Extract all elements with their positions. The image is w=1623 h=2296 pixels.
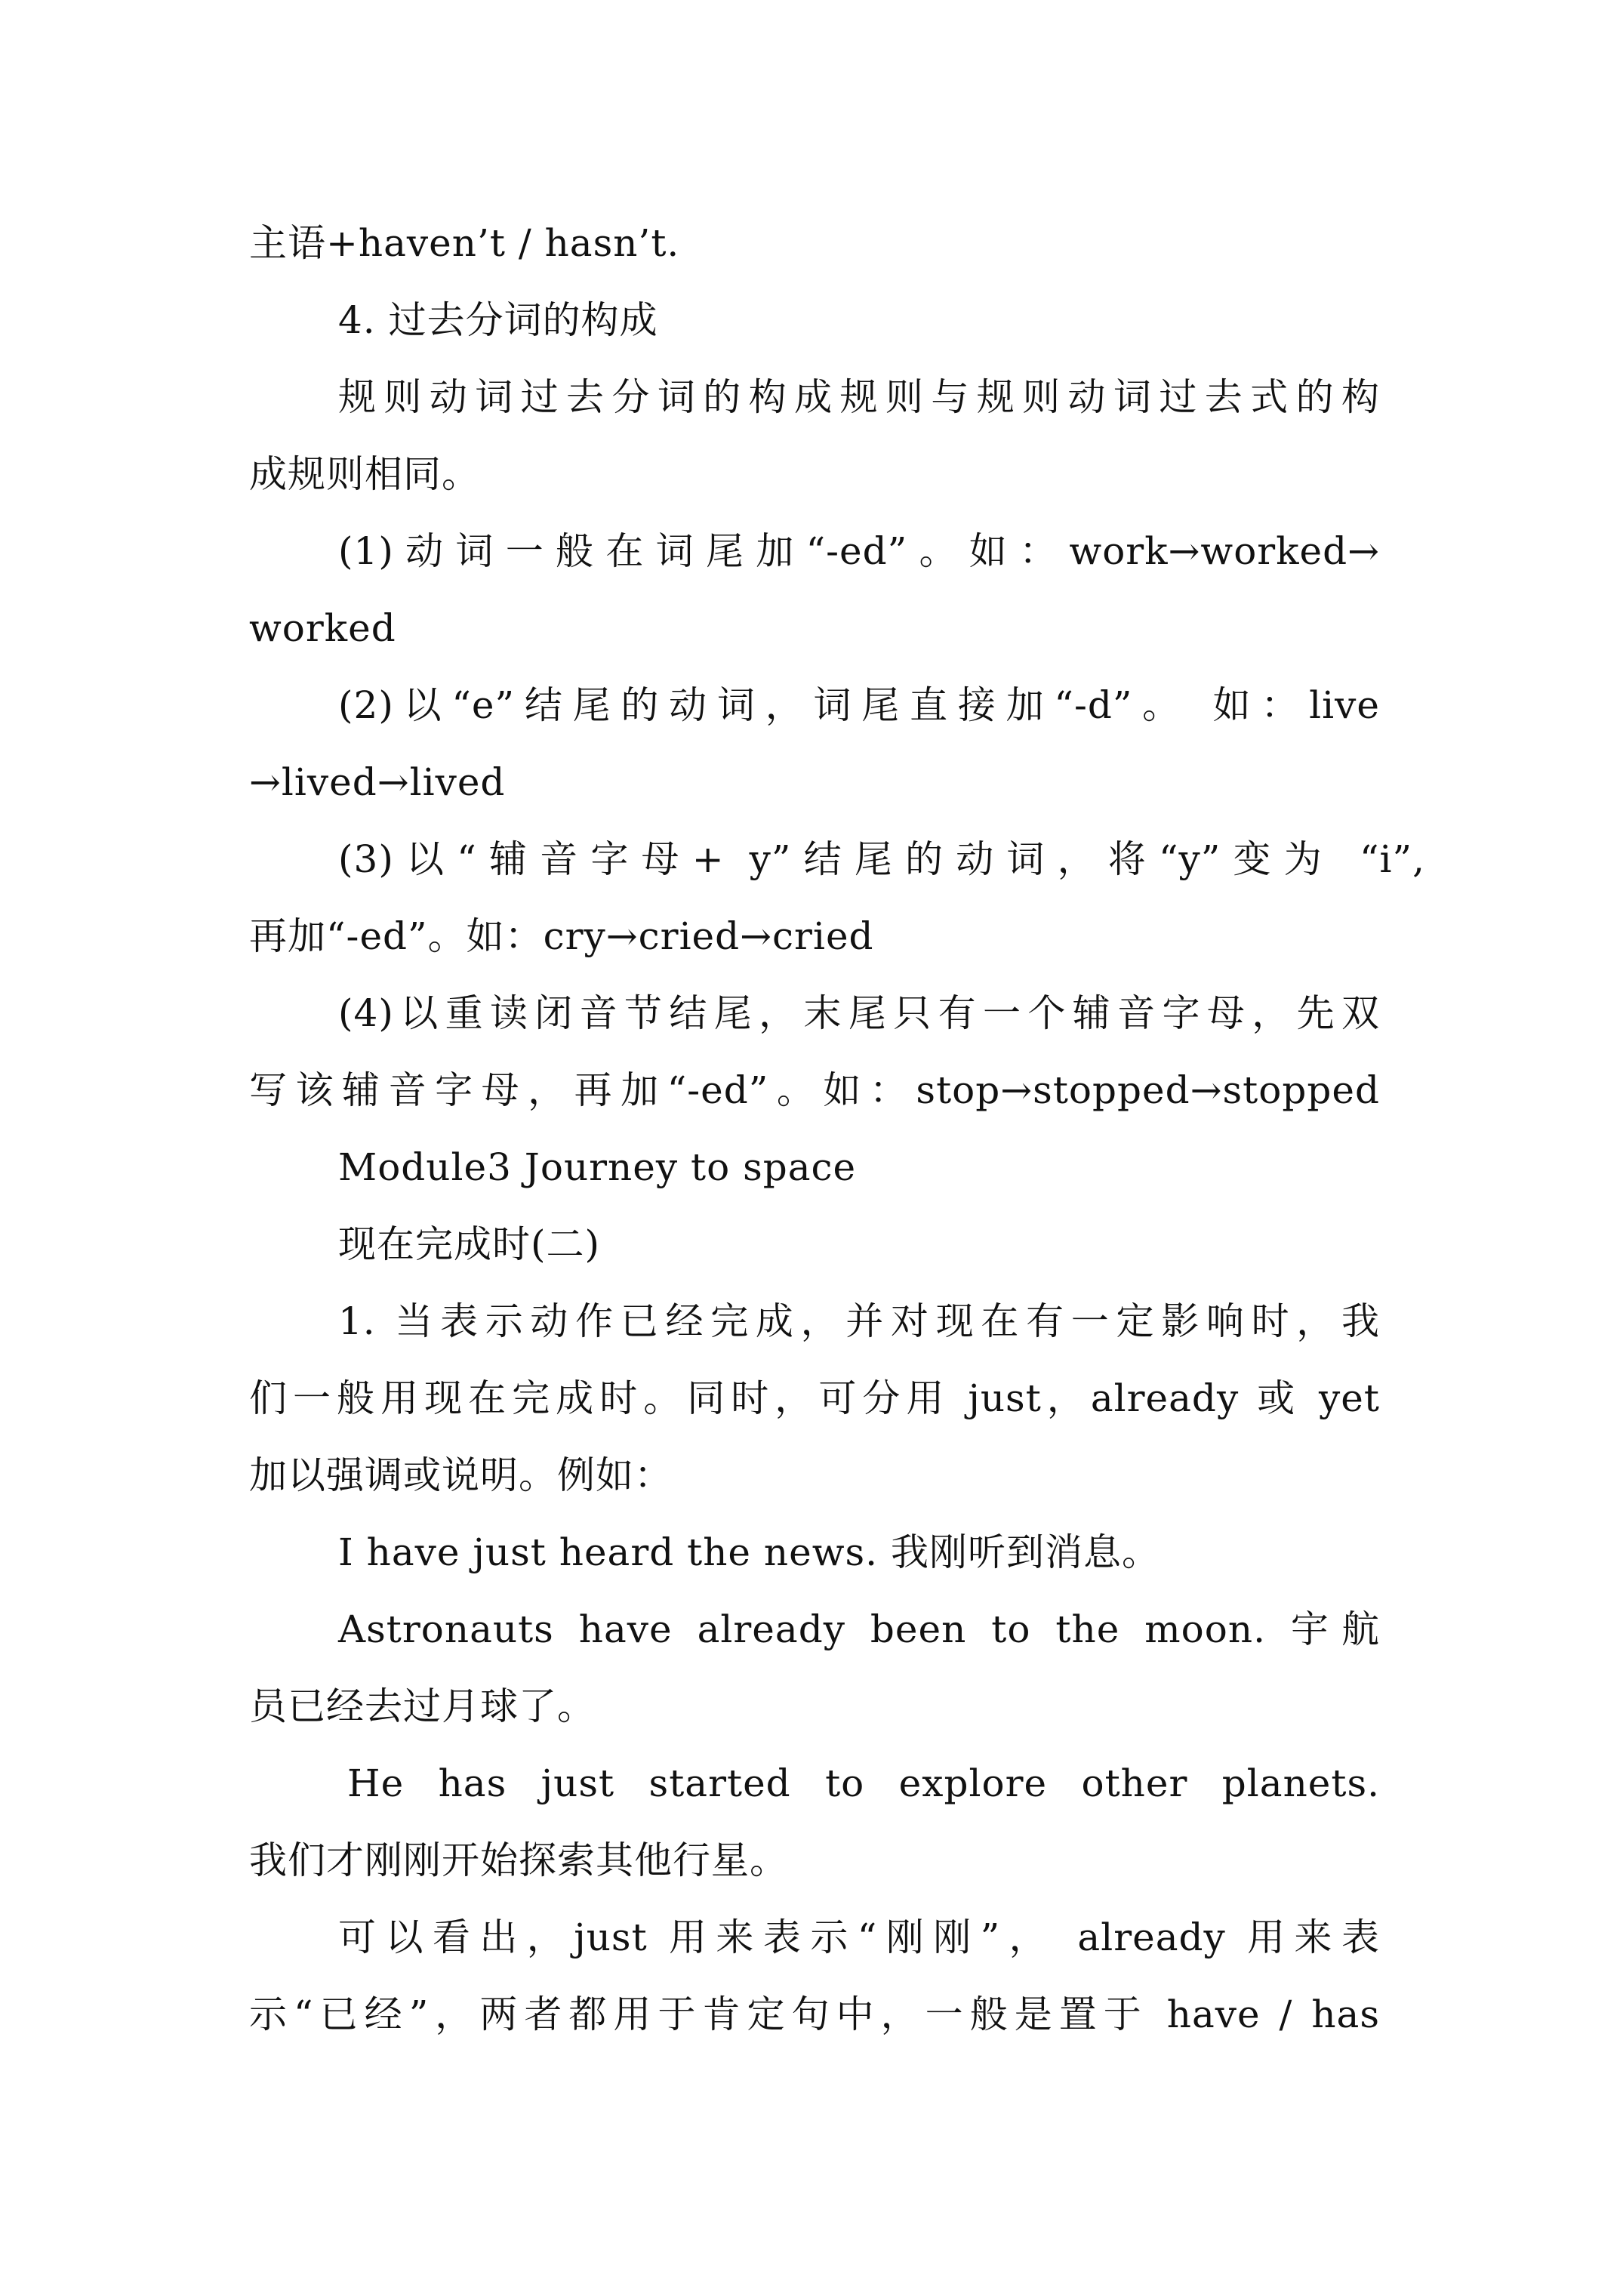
text-line: 规则动词过去分词的构成规则与规则动词过去式的构 bbox=[338, 375, 1380, 419]
text-line: worked bbox=[249, 606, 396, 650]
text-line: (2)以“e”结尾的动词，词尾直接加“-d”。 如：live bbox=[338, 683, 1380, 727]
text-line: 再加“-ed”。如：cry→cried→cried bbox=[249, 914, 874, 958]
text-line: 成规则相同。 bbox=[249, 452, 480, 496]
text-line: 加以强调或说明。例如： bbox=[249, 1453, 673, 1497]
text-line: (1)动词一般在词尾加“-ed”。如：work→worked→ bbox=[338, 529, 1380, 573]
text-line: 写该辅音字母，再加“-ed”。如：stop→stopped→stopped bbox=[249, 1068, 1380, 1112]
section-heading: 现在完成时(二) bbox=[338, 1222, 601, 1266]
text-line: (3)以“辅音字母+ y”结尾的动词，将“y”变为 “i”, bbox=[338, 837, 1425, 881]
example-sentence: I have just heard the news. 我刚听到消息。 bbox=[338, 1530, 1160, 1574]
text-line: 员已经去过月球了。 bbox=[249, 1684, 596, 1728]
text-line: 1. 当表示动作已经完成，并对现在有一定影响时，我 bbox=[338, 1299, 1380, 1343]
module-heading: Module3 Journey to space bbox=[338, 1145, 857, 1189]
example-sentence: Astronauts have already been to the moon. 宇航 bbox=[338, 1607, 1380, 1651]
text-line: →lived→lived bbox=[249, 760, 506, 804]
text-line: 主语+haven’t / hasn’t. bbox=[249, 221, 680, 265]
section-heading: 4. 过去分词的构成 bbox=[338, 298, 658, 342]
example-sentence: He has just started to explore other planets. bbox=[347, 1761, 1380, 1805]
text-line: 示“已经”，两者都用于肯定句中，一般是置于 have / has bbox=[249, 1992, 1380, 2036]
text-line: 我们才刚刚开始探索其他行星。 bbox=[249, 1838, 788, 1882]
text-line: 可以看出，just 用来表示“刚刚”， already 用来表 bbox=[338, 1915, 1380, 1959]
text-line: 们一般用现在完成时。同时，可分用 just，already 或 yet bbox=[249, 1376, 1380, 1420]
text-line: (4)以重读闭音节结尾，末尾只有一个辅音字母，先双 bbox=[338, 991, 1380, 1035]
